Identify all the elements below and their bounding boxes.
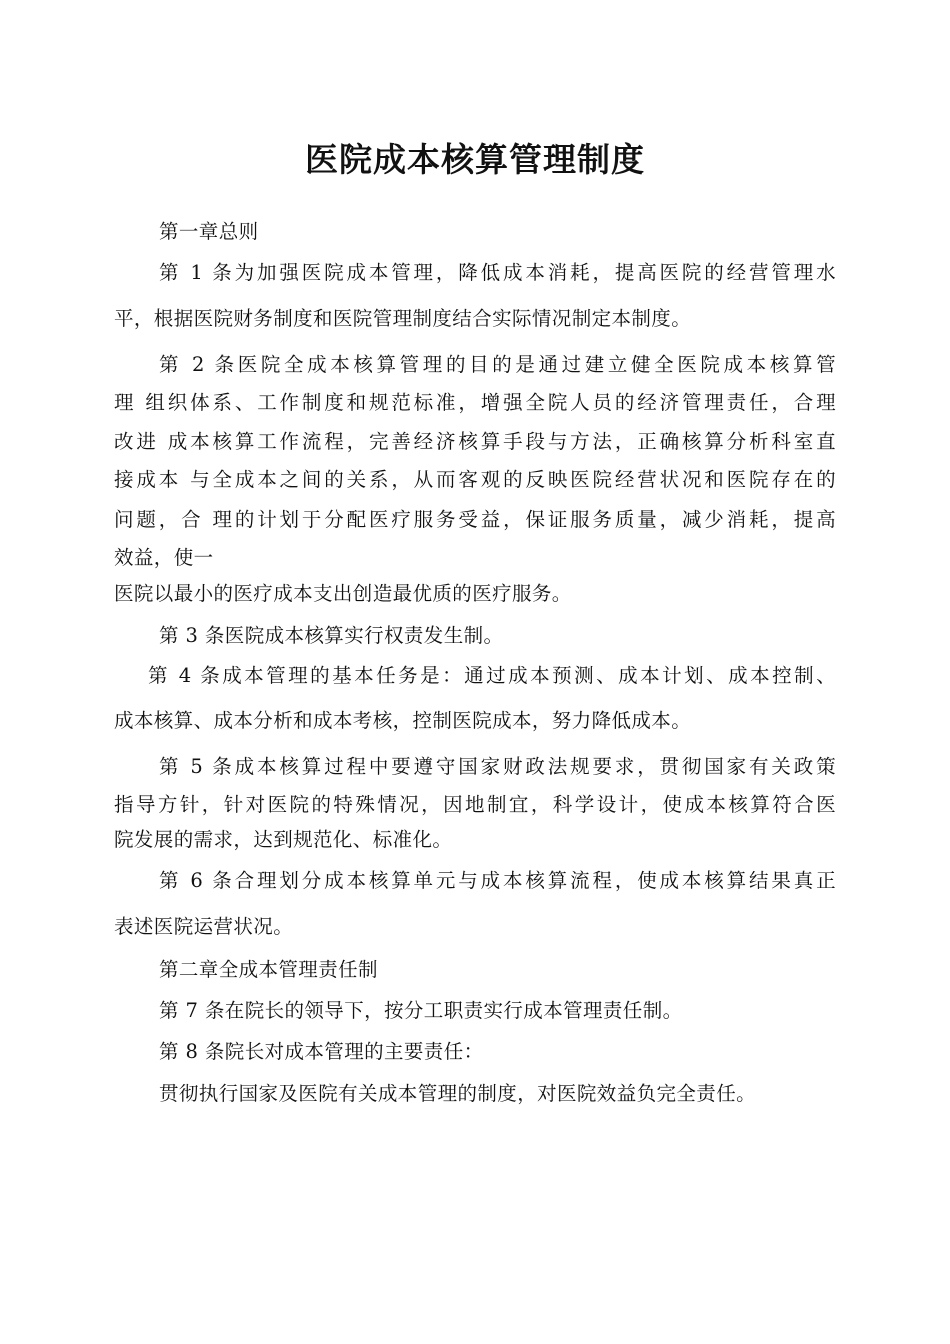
chapter-heading: 第二章全成本管理责任制	[159, 958, 378, 981]
paragraph-line: 平，根据医院财务制度和医院管理制度结合实际情况制定本制度。	[114, 307, 692, 330]
paragraph-line: 第 8 条院长对成本管理的主要责任：	[159, 1040, 484, 1063]
chapter-heading: 第一章总则	[159, 220, 259, 243]
document-title: 医院成本核算管理制度	[305, 140, 645, 179]
paragraph-line: 院发展的需求，达到规范化、标准化。	[114, 828, 453, 851]
paragraph-line: 第 6 条合理划分成本核算单元与成本核算流程，使成本核算结果真正	[159, 869, 836, 892]
paragraph-line: 贯彻执行国家及医院有关成本管理的制度，对医院效益负完全责任。	[159, 1082, 757, 1105]
paragraph-line: 第 2 条医院全成本核算管理的目的是通过建立健全医院成本核算管	[159, 353, 836, 376]
paragraph-line: 第 3 条医院成本核算实行权责发生制。	[159, 624, 504, 647]
paragraph-line: 接成本 与全成本之间的关系，从而客观的反映医院经营状况和医院存在的	[114, 468, 836, 491]
paragraph-line: 医院以最小的医疗成本支出创造最优质的医疗服务。	[114, 582, 572, 605]
paragraph-line: 成本核算、成本分析和成本考核，控制医院成本，努力降低成本。	[114, 709, 692, 732]
paragraph-line: 第 5 条成本核算过程中要遵守国家财政法规要求，贯彻国家有关政策	[159, 755, 836, 778]
paragraph-line: 第 1 条为加强医院成本管理，降低成本消耗，提高医院的经营管理水	[159, 261, 836, 284]
paragraph-line: 指导方针，针对医院的特殊情况，因地制宜，科学设计，使成本核算符合医	[114, 793, 836, 816]
paragraph-line: 第 7 条在院长的领导下，按分工职责实行成本管理责任制。	[159, 999, 683, 1022]
paragraph-line: 问题，合 理的计划于分配医疗服务受益，保证服务质量，减少消耗，提高	[114, 508, 836, 531]
paragraph-line: 理 组织体系、工作制度和规范标准，增强全院人员的经济管理责任，合理	[114, 391, 836, 414]
paragraph-line: 改进 成本核算工作流程，完善经济核算手段与方法，正确核算分析科室直	[114, 430, 836, 453]
paragraph-line: 效益，使一	[114, 546, 214, 569]
paragraph-line: 表述医院运营状况。	[114, 915, 294, 938]
paragraph-line: 第 4 条成本管理的基本任务是：通过成本预测、成本计划、成本控制、	[148, 664, 836, 687]
